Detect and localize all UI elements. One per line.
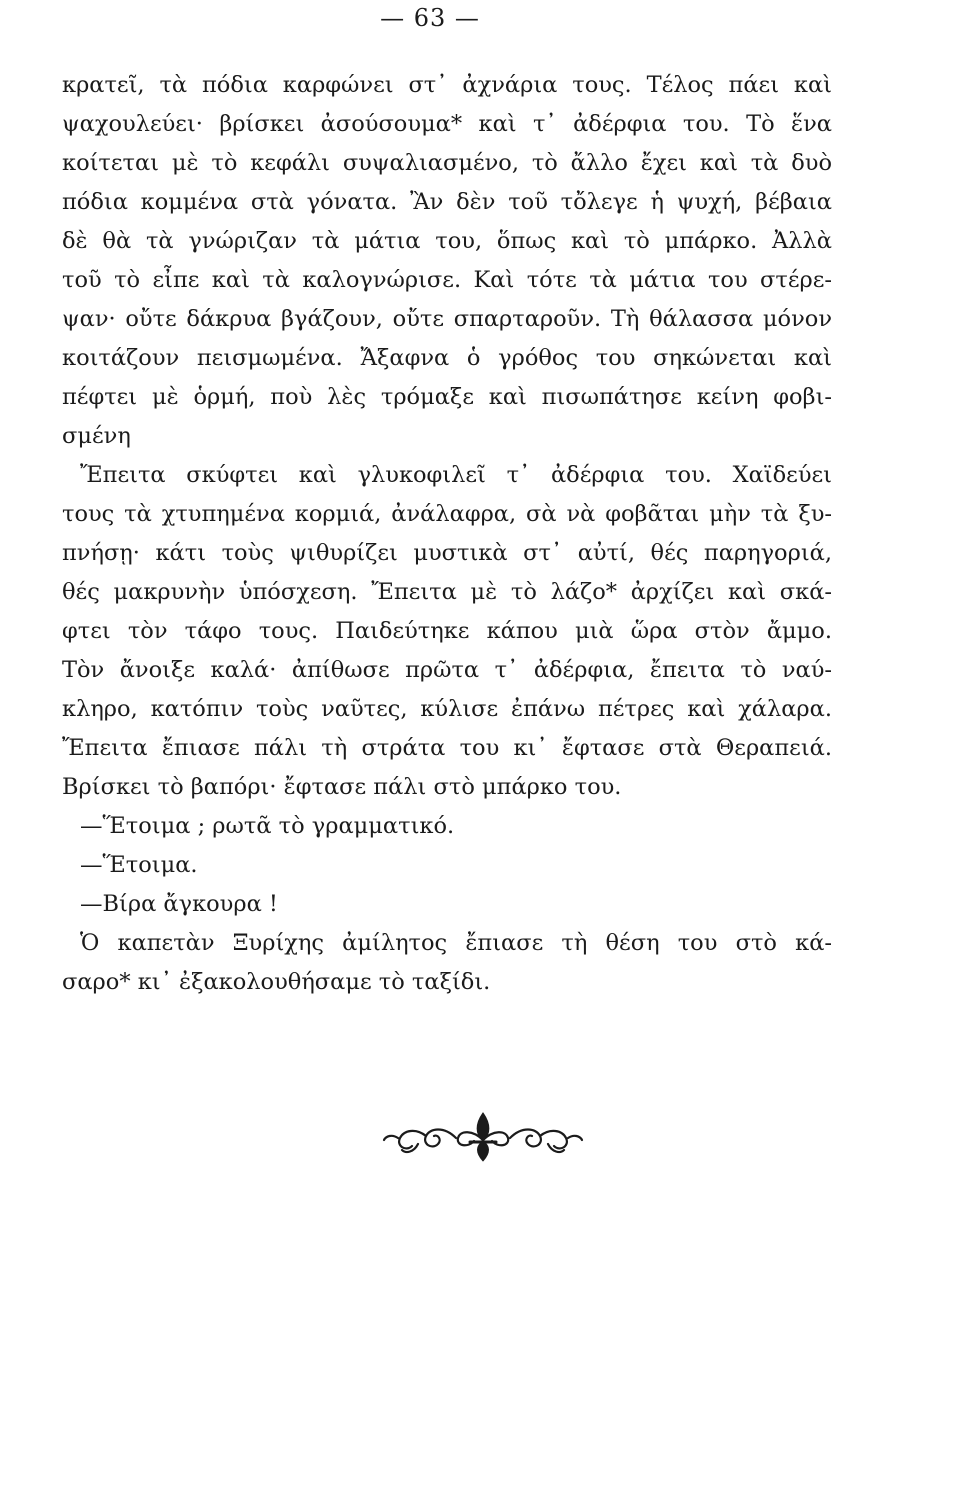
text-line: θές μακρυνὴν ὑπόσχεση. Ἔπειτα μὲ τὸ λάζο* ἀρχίζει καὶ σκά- (62, 579, 832, 605)
text-line: δὲ θὰ τὰ γνώριζαν τὰ μάτια του, ὅπως καὶ τὸ μπάρκο. Ἀλλὰ (62, 228, 832, 254)
text-line: φτει τὸν τάφο τους. Παιδεύτηκε κάπου μιὰ ὥρα στὸν ἄμμο. (62, 618, 832, 644)
text-line: τοῦ τὸ εἶπε καὶ τὰ καλογνώρισε. Καὶ τότε τὰ μάτια του στέρε- (62, 267, 832, 293)
text-line: Ἔπειτα ἔπιασε πάλι τὴ στράτα του κι᾽ ἔφτασε στὰ Θεραπειά. (62, 735, 832, 761)
dialogue-line: —Ἕτοιμα ; ρωτᾶ τὸ γραμματικό. (80, 813, 455, 839)
text-line: Βρίσκει τὸ βαπόρι· ἔφτασε πάλι στὸ μπάρκο του. (62, 774, 622, 800)
text-line: τους τὰ χτυπημένα κορμιά, ἀνάλαφρα, σὰ νὰ φοβᾶται μὴν τὰ ξυ- (62, 501, 832, 527)
dialogue-line: —Βίρα ἄγκουρα ! (80, 891, 278, 917)
text-line: κοιτάζουν πεισμωμένα. Ἄξαφνα ὁ γρόθος του σηκώνεται καὶ (62, 345, 832, 371)
text-line: κοίτεται μὲ τὸ κεφάλι συψαλιασμένο, τὸ ἄλλο ἔχει καὶ τὰ δυὸ (62, 150, 832, 176)
text-line: σαρο* κι᾽ ἐξακολουθήσαμε τὸ ταξίδι. (62, 969, 491, 995)
fleuron-ornament-icon (378, 1108, 588, 1166)
dialogue-line: —Ἕτοιμα. (80, 852, 198, 878)
text-line: ψαν· οὔτε δάκρυα βγάζουν, οὔτε σπαρταροῦν. Τὴ θάλασσα μόνον (62, 306, 832, 332)
text-line: ψαχουλεύει· βρίσκει ἀσούσουμα* καὶ τ᾽ ἀδέρφια του. Τὸ ἕνα (62, 111, 832, 137)
page-number: — 63 — (380, 4, 480, 32)
text-line: πόδια κομμένα στὰ γόνατα. Ἂν δὲν τοῦ τὄλεγε ἡ ψυχή, βέβαια (62, 189, 832, 215)
text-line: κρατεῖ, τὰ πόδια καρφώνει στ᾽ ἀχνάρια τους. Τέλος πάει καὶ (62, 72, 832, 98)
body-text (62, 66, 832, 1002)
text-line: Ὁ καπετὰν Ξυρίχης ἀμίλητος ἔπιασε τὴ θέση του στὸ κά- (80, 930, 832, 956)
text-line: σμένη (62, 423, 131, 449)
text-line: κληρο, κατόπιν τοὺς ναῦτες, κύλισε ἐπάνω πέτρες καὶ χάλαρα. (62, 696, 832, 722)
text-line: πνήσῃ· κάτι τοὺς ψιθυρίζει μυστικὰ στ᾽ αὐτί, θές παρηγοριά, (62, 540, 832, 566)
text-line: πέφτει μὲ ὁρμή, ποὺ λὲς τρόμαξε καὶ πισωπάτησε κείνη φοβι- (62, 384, 832, 410)
text-line: Ἔπειτα σκύφτει καὶ γλυκοφιλεῖ τ᾽ ἀδέρφια του. Χαϊδεύει (80, 462, 832, 488)
text-line: Τὸν ἄνοιξε καλά· ἀπίθωσε πρῶτα τ᾽ ἀδέρφια, ἔπειτα τὸ ναύ- (62, 657, 832, 683)
